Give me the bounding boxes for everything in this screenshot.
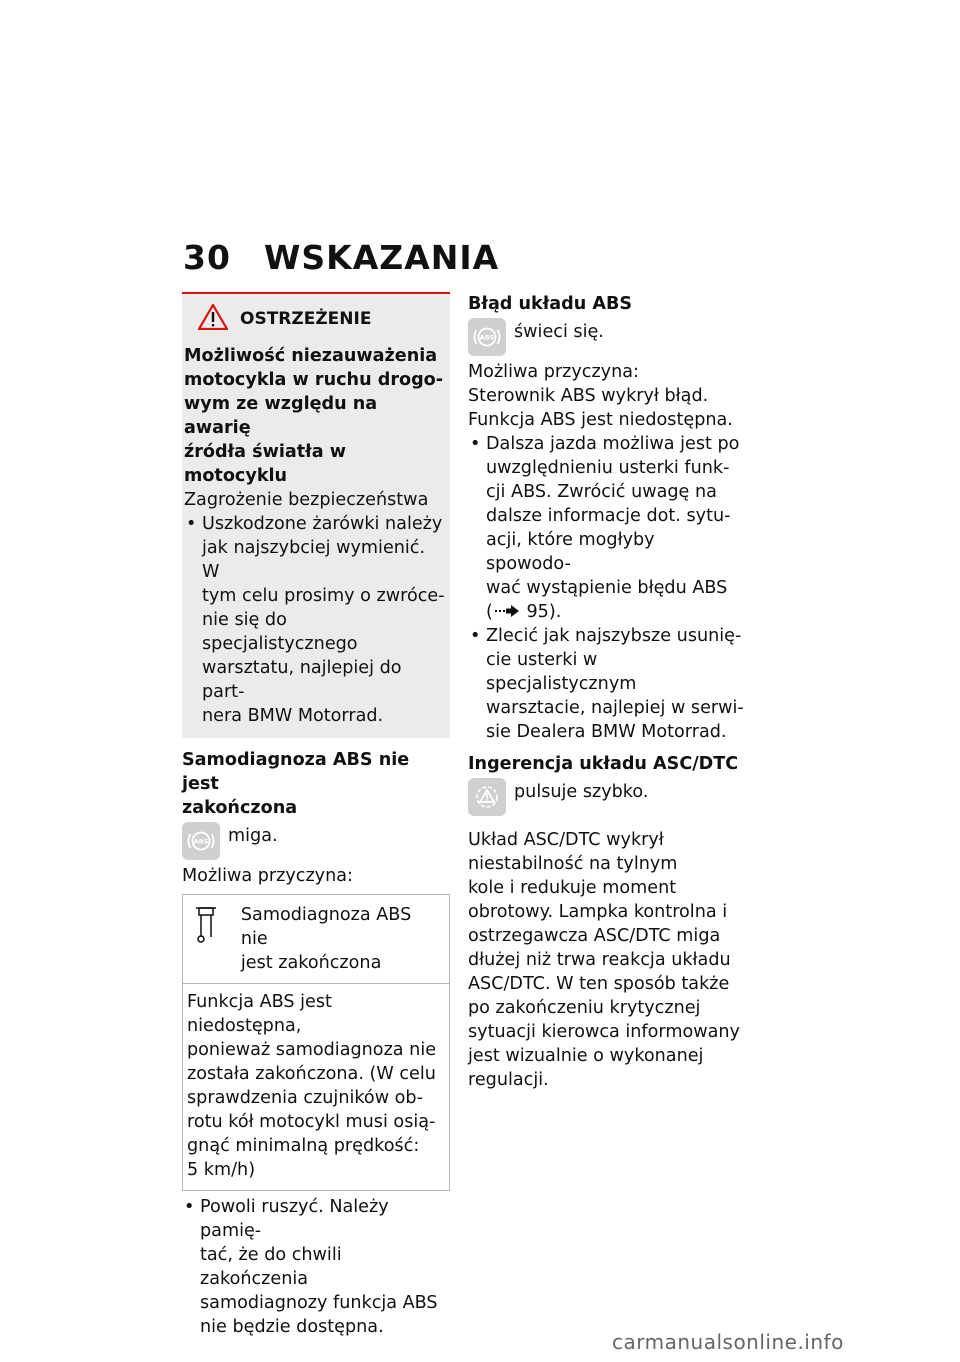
instruction-bullet: [468, 432, 744, 624]
warning-triangle-icon: [198, 304, 228, 334]
note-line: ponieważ samodiagnoza nie: [187, 1040, 437, 1060]
note-title-line: jest zakończona: [240, 953, 382, 973]
note-line: 5 km/h): [187, 1160, 256, 1180]
warning-heading-line: motocykla w ruchu drogo-: [184, 370, 444, 390]
warning-heading-line: Możliwość niezauważenia: [184, 346, 438, 366]
body-line: Sterownik ABS wykrył błąd.: [468, 386, 709, 406]
lamp-status-text: świeci się.: [514, 322, 604, 342]
note-line: gnąć minimalną prędkość:: [187, 1136, 420, 1156]
note-body: [183, 984, 449, 1190]
bullet-line: tym celu prosimy o zwróce-: [202, 586, 445, 606]
lamp-status-text: pulsuje szybko.: [514, 782, 649, 802]
page-reference[interactable]: ( 95).: [486, 602, 562, 622]
warning-header: [198, 304, 448, 334]
note-line: sprawdzenia czujników ob-: [187, 1088, 423, 1108]
indicator-row: [468, 778, 744, 816]
body-line: ostrzegawcza ASC/DTC miga: [468, 926, 721, 946]
right-column: [468, 292, 744, 1092]
bullet-line: sie Dealera BMW Motorrad.: [486, 722, 727, 742]
body-line: obrotowy. Lampka kontrolna i: [468, 902, 728, 922]
instruction-bullet-list: [182, 1195, 450, 1339]
bullet-line: warsztatu, najlepiej do part-: [202, 658, 402, 702]
bullet-line: nera BMW Motorrad.: [202, 706, 384, 726]
svg-text:ABS: ABS: [479, 333, 495, 342]
lamp-status-text: miga.: [228, 826, 278, 846]
bullet-line: jak najszybciej wymienić. W: [202, 538, 426, 582]
bullet-line: wać wystąpienie błędu ABS: [486, 578, 728, 598]
instruction-bullet: [468, 624, 744, 744]
warning-bullet-list: [184, 512, 448, 728]
body-line: Układ ASC/DTC wykrył: [468, 830, 664, 850]
page-number: 30: [183, 238, 231, 277]
note-line: została zakończona. (W celu: [187, 1064, 436, 1084]
bullet-line: tać, że do chwili zakończenia: [200, 1245, 342, 1289]
instruction-bullet: [182, 1195, 450, 1339]
page-title: WSKAZANIA: [264, 238, 500, 277]
body-line: kole i redukuje moment: [468, 878, 677, 898]
bullet-line: uwzględnieniu usterki funk-: [486, 458, 730, 478]
body-line: regulacji.: [468, 1070, 549, 1090]
note-line: rotu kół motocykl musi osią-: [187, 1112, 436, 1132]
indicator-row: [468, 318, 744, 356]
bullet-line: cji ABS. Zwrócić uwagę na: [486, 482, 717, 502]
abs-lamp-icon: [182, 822, 220, 860]
bullet-line: Dalsza jazda możliwa jest po: [486, 434, 740, 454]
note-title-line: Samodiagnoza ABS nie: [240, 905, 412, 949]
bullet-line: Powoli ruszyć. Należy pamię-: [200, 1197, 389, 1241]
body-line: ASC/DTC. W ten sposób także: [468, 974, 730, 994]
bullet-line: Uszkodzone żarówki należy: [202, 514, 443, 534]
page-ref-arrow-icon: [493, 602, 521, 622]
body-line: dłużej niż trwa reakcja układu: [468, 950, 731, 970]
svg-text:ABS: ABS: [193, 837, 209, 846]
bullet-line: acji, które mogłyby spowodo-: [486, 530, 655, 574]
info-document-icon: [193, 903, 227, 975]
note-line: Funkcja ABS jest niedostępna,: [187, 992, 332, 1036]
note-box: [182, 894, 450, 1191]
body-line: Możliwa przyczyna:: [468, 362, 639, 382]
section-heading-abs-error: Błąd układu ABS: [468, 294, 633, 314]
abs-error-bullet-list: [468, 432, 744, 744]
body-line: jest wizualnie o wykonanej: [468, 1046, 704, 1066]
section-heading-abs-selfdiag: Samodiagnoza ABS nie jest: [182, 750, 410, 794]
left-column: [182, 292, 450, 1339]
body-line: sytuacji kierowca informowany: [468, 1022, 740, 1042]
bullet-line: cie usterki w specjalistycznym: [486, 650, 637, 694]
watermark-link[interactable]: carmanualsonline.info: [612, 1330, 844, 1354]
section-heading-abs-selfdiag: zakończona: [182, 798, 298, 818]
warning-heading-line: źródła światła w motocyklu: [184, 442, 346, 486]
bullet-line: warsztacie, najlepiej w serwi-: [486, 698, 744, 718]
section-heading-asc-dtc: Ingerencja układu ASC/DTC: [468, 754, 739, 774]
asc-dtc-lamp-icon: [468, 778, 506, 816]
warning-label: OSTRZEŻENIE: [240, 309, 372, 329]
abs-lamp-icon: [468, 318, 506, 356]
page-ref-number: 95).: [526, 602, 562, 622]
body-line: Funkcja ABS jest niedostępna.: [468, 410, 733, 430]
warning-bullet: [184, 512, 448, 728]
bullet-line: nie będzie dostępna.: [200, 1317, 384, 1337]
body-line: niestabilność na tylnym: [468, 854, 678, 874]
bullet-line: Zlecić jak najszybsze usunię-: [486, 626, 742, 646]
warning-subheading: Zagrożenie bezpieczeństwa: [184, 490, 429, 510]
bullet-line: samodiagnozy funkcja ABS: [200, 1293, 438, 1313]
indicator-row: [182, 822, 450, 860]
bullet-line: dalsze informacje dot. sytu-: [486, 506, 731, 526]
warning-box: [182, 292, 450, 738]
warning-heading-line: wym ze względu na awarię: [184, 394, 378, 438]
cause-label: Możliwa przyczyna:: [182, 866, 353, 886]
note-box-header: [183, 895, 449, 984]
body-line: po zakończeniu krytycznej: [468, 998, 701, 1018]
bullet-line: nie się do specjalistycznego: [202, 610, 358, 654]
